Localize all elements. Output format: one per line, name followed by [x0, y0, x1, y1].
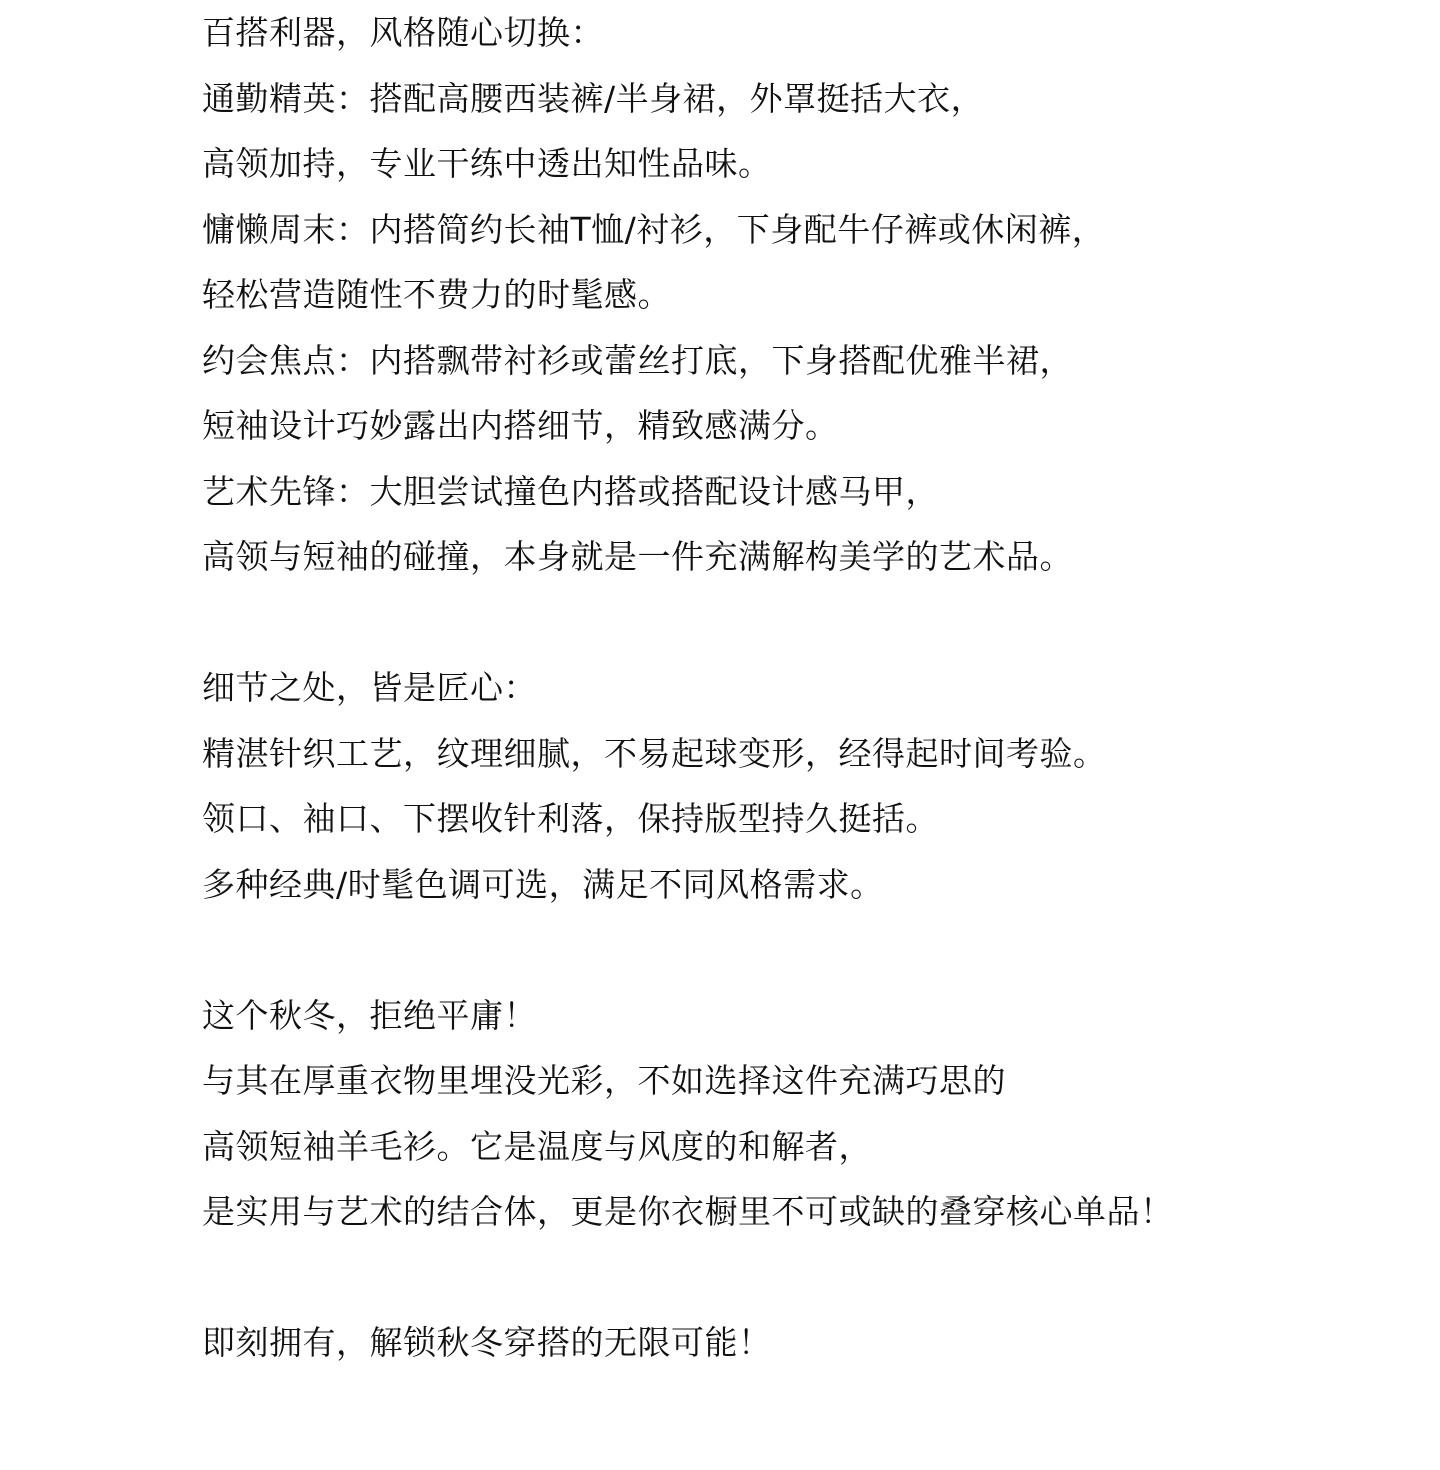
text-line: 短袖设计巧妙露出内搭细节，精致感满分。: [202, 406, 839, 445]
section-details: [202, 655, 1402, 917]
text-line: 慵懒周末：内搭简约长袖T恤/衬衫，下身配牛仔裤或休闲裤，: [202, 209, 1106, 249]
text-line: 轻松营造随性不费力的时髦感。: [202, 275, 671, 314]
section-heading: 细节之处，皆是匠心：: [202, 668, 537, 707]
text-line: 艺术先锋：大胆尝试撞色内搭或搭配设计感马甲，: [202, 471, 939, 511]
text-line: 高领加持，专业干练中透出知性品味。: [202, 144, 772, 183]
paragraph-spacer: [202, 917, 1402, 983]
text-line: 高领短袖羊毛衫。它是温度与风度的和解者，: [202, 1126, 872, 1166]
text-line: 是实用与艺术的结合体，更是你衣橱里不可或缺的叠穿核心单品！: [202, 1192, 1174, 1231]
section-call-to-action: [202, 1310, 1402, 1376]
text-line: 多种经典/时髦色调可选，满足不同风格需求。: [202, 864, 884, 904]
text-line: 领口、袖口、下摆收针利落，保持版型持久挺括。: [202, 799, 939, 838]
text-line: 约会焦点：内搭飘带衬衫或蕾丝打底，下身搭配优雅半裙，: [202, 340, 1073, 380]
section-heading: 这个秋冬，拒绝平庸！: [202, 995, 537, 1035]
text-line: 与其在厚重衣物里埋没光彩，不如选择这件充满巧思的: [202, 1061, 1006, 1100]
text-line: 通勤精英：搭配高腰西装裤/半身裙，外罩挺括大衣，: [202, 78, 985, 118]
text-line: 高领与短袖的碰撞，本身就是一件充满解构美学的艺术品。: [202, 537, 1073, 576]
paragraph-spacer: [202, 1245, 1402, 1311]
document-body: [202, 0, 1402, 1376]
section-styling: [202, 0, 1402, 590]
section-pitch: [202, 983, 1402, 1245]
section-heading: 百搭利器，风格随心切换：: [202, 13, 604, 52]
call-to-action-text: 即刻拥有，解锁秋冬穿搭的无限可能！: [202, 1323, 772, 1362]
text-line: 精湛针织工艺，纹理细腻，不易起球变形，经得起时间考验。: [202, 733, 1107, 773]
paragraph-spacer: [202, 590, 1402, 656]
